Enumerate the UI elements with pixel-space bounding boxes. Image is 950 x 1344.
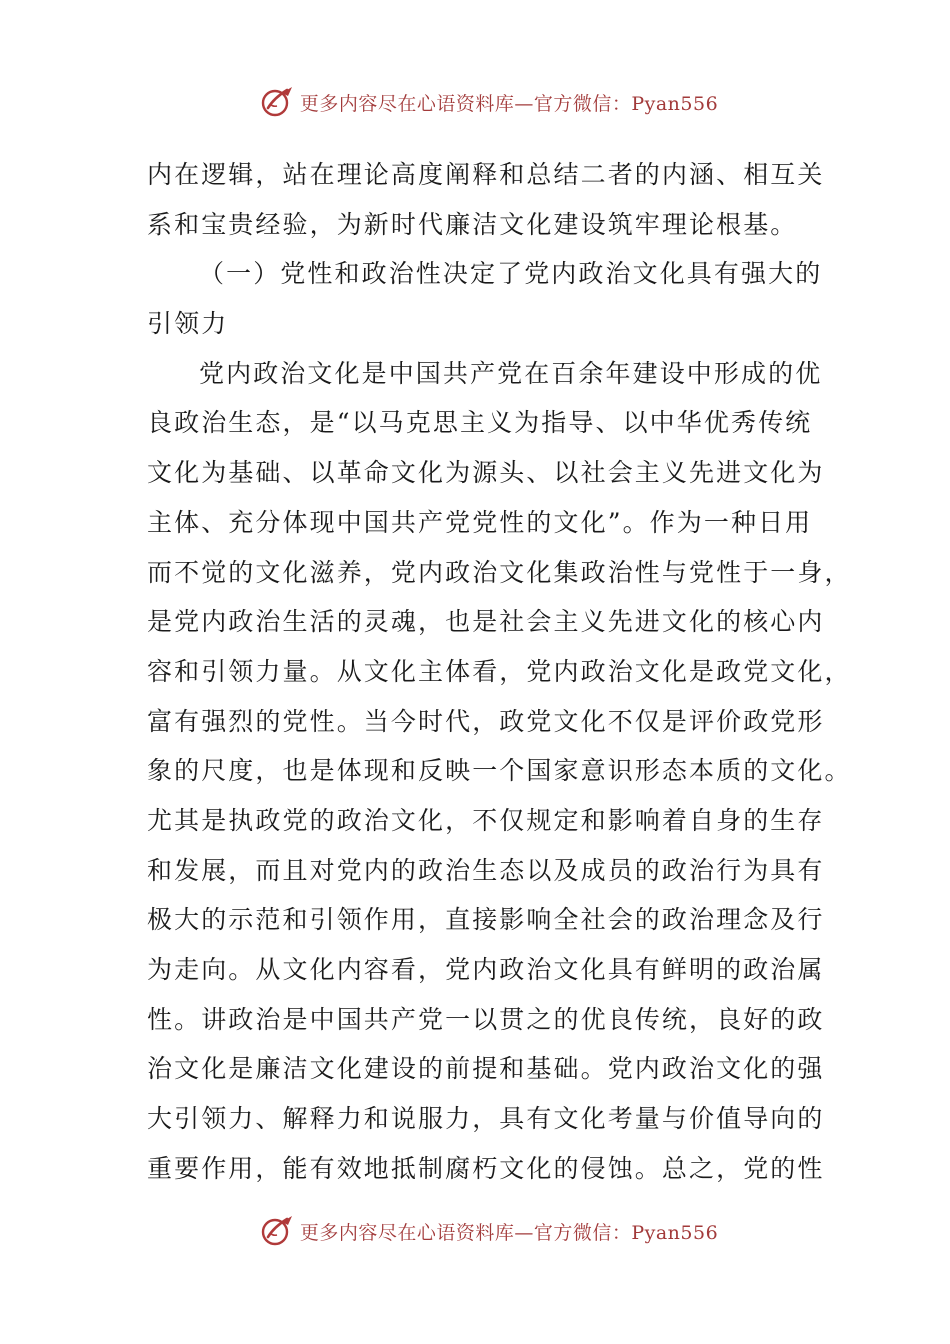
text-line: 文化为基础、以革命文化为源头、以社会主义先进文化为 xyxy=(147,458,825,488)
text-line: 内在逻辑，站在理论高度阐释和总结二者的内涵、相互关 xyxy=(147,160,825,189)
text-line: 重要作用，能有效地抵制腐朽文化的侵蚀。总之，党的性 xyxy=(147,1153,825,1183)
header-banner xyxy=(0,82,950,122)
text-line: 治文化是廉洁文化建设的前提和基础。党内政治文化的强 xyxy=(147,1054,825,1084)
text-line: 党内政治文化是中国共产党在百余年建设中形成的优 xyxy=(199,358,823,388)
text-line: 性。讲政治是中国共产党一以贯之的优良传统，良好的政 xyxy=(147,1004,825,1034)
text-line: 良政治生态，是“以马克思主义为指导、以中华优秀传统 xyxy=(147,408,813,438)
text-line: 大引领力、解释力和说服力，具有文化考量与价值导向的 xyxy=(147,1104,825,1134)
section-heading: （一）党性和政治性决定了党内政治文化具有强大的 xyxy=(199,259,823,289)
text-line: 容和引领力量。从文化主体看，党内政治文化是政党文化， xyxy=(147,656,852,686)
pen-logo-icon xyxy=(260,84,296,120)
section-heading-cont: 引领力 xyxy=(147,309,229,339)
pen-logo-icon xyxy=(260,1213,296,1249)
document-body xyxy=(147,150,852,1193)
text-line: 系和宝贵经验，为新时代廉洁文化建设筑牢理论根基。 xyxy=(147,209,798,239)
text-line: 尤其是执政党的政治文化，不仅规定和影响着自身的生存 xyxy=(147,805,825,835)
footer-banner xyxy=(0,1211,950,1251)
text-line: 富有强烈的党性。当今时代，政党文化不仅是评价政党形 xyxy=(147,706,825,736)
text-line: 是党内政治生活的灵魂，也是社会主义先进文化的核心内 xyxy=(147,607,825,637)
text-line: 为走向。从文化内容看，党内政治文化具有鲜明的政治属 xyxy=(147,955,825,984)
banner-text: 更多内容尽在心语资料库—官方微信：Pyan556 xyxy=(299,92,719,115)
text-line: 极大的示范和引领作用，直接影响全社会的政治理念及行 xyxy=(147,905,825,935)
text-line: 主体、充分体现中国共产党党性的文化”。作为一种日用 xyxy=(147,507,813,537)
text-line: 和发展，而且对党内的政治生态以及成员的政治行为具有 xyxy=(147,855,825,885)
text-line: 而不觉的文化滋养，党内政治文化集政治性与党性于一身， xyxy=(147,557,852,587)
banner-text: 更多内容尽在心语资料库—官方微信：Pyan556 xyxy=(299,1221,719,1244)
text-line: 象的尺度，也是体现和反映一个国家意识形态本质的文化。 xyxy=(147,756,852,786)
